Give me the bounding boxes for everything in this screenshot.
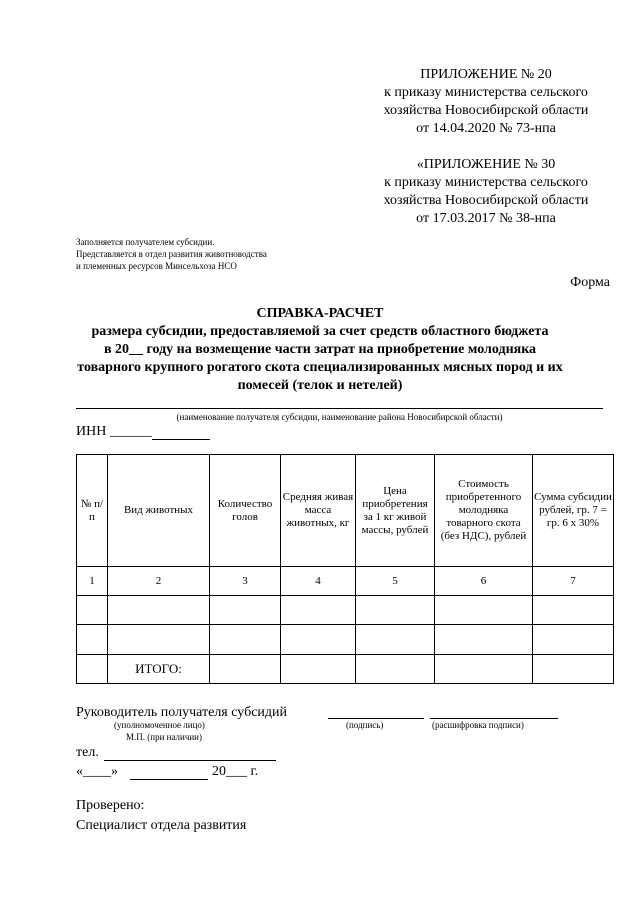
column-number: 7 — [533, 567, 614, 596]
table-cell[interactable] — [77, 625, 108, 655]
table-cell[interactable] — [533, 625, 614, 655]
appendix-30-line: хозяйства Новосибирской области — [383, 193, 589, 208]
stamp-caption: М.П. (при наличии) — [126, 732, 202, 742]
table-cell[interactable] — [435, 625, 533, 655]
table-cell[interactable] — [435, 596, 533, 625]
header-cell: Стоимость приобретенного молодняка товарного скота (без НДС), рублей — [435, 455, 533, 567]
table-cell[interactable] — [281, 596, 356, 625]
title-line: в 20__ году на возмещение части затрат на приобретение молодняка — [103, 342, 537, 357]
inn-input-line[interactable] — [152, 439, 210, 440]
tel-input-line[interactable] — [104, 760, 276, 761]
appendix-30-title: «ПРИЛОЖЕНИЕ № 30 — [416, 157, 556, 172]
column-number: 1 — [77, 567, 108, 596]
authorized-caption: (уполномоченное лицо) — [114, 720, 205, 730]
appendix-20-block — [355, 66, 617, 138]
column-number: 3 — [210, 567, 281, 596]
appendix-30-block — [355, 156, 617, 228]
table-row — [77, 625, 614, 655]
appendix-20-line: к приказу министерства сельского — [384, 85, 588, 100]
subsidy-table — [76, 454, 614, 684]
fill-notes — [76, 236, 267, 272]
column-number: 5 — [356, 567, 435, 596]
recipient-name-line[interactable] — [76, 408, 603, 409]
checked-label: Проверено: — [76, 798, 145, 813]
appendix-30-date: от 17.03.2017 № 38-нпа — [416, 211, 556, 226]
specialist-label: Специалист отдела развития — [76, 818, 247, 833]
column-number: 6 — [435, 567, 533, 596]
header-cell: Вид животных — [108, 455, 210, 567]
signature-line[interactable] — [328, 718, 424, 719]
header-cell: Средняя живая масса животных, кг — [281, 455, 356, 567]
note-line: Представляется в отдел развития животноводства — [76, 249, 267, 259]
table-cell[interactable] — [356, 655, 435, 684]
sign-caption: (подпись) — [346, 720, 384, 730]
date-month-line[interactable] — [130, 779, 208, 780]
form-label: Форма — [570, 275, 610, 290]
date-day: «____» — [76, 764, 118, 779]
table-cell[interactable] — [210, 655, 281, 684]
title-line: размера субсидии, предоставляемой за счет средств областного бюджета — [91, 324, 549, 339]
document-title — [60, 305, 580, 395]
header-cell: Сумма субсидии рублей, гр. 7 = гр. 6 х 30% — [533, 455, 614, 567]
tel-label: тел. — [76, 745, 99, 760]
header-cell: № п/п — [77, 455, 108, 567]
total-label: ИТОГО: — [108, 655, 210, 684]
decode-caption: (расшифровка подписи) — [432, 720, 524, 730]
title-line: товарного крупного рогатого скота специализированных мясных пород и их — [77, 360, 563, 375]
header-cell: Количество голов — [210, 455, 281, 567]
head-label: Руководитель получателя субсидий — [76, 705, 288, 720]
appendix-20-title: ПРИЛОЖЕНИЕ № 20 — [420, 67, 552, 82]
table-cell[interactable] — [356, 625, 435, 655]
table-cell[interactable] — [356, 596, 435, 625]
table-cell[interactable] — [533, 655, 614, 684]
table-cell[interactable] — [210, 625, 281, 655]
table-number-row — [77, 567, 614, 596]
appendix-20-date: от 14.04.2020 № 73-нпа — [416, 121, 556, 136]
table-cell[interactable] — [533, 596, 614, 625]
title-main: СПРАВКА-РАСЧЕТ — [256, 306, 384, 321]
column-number: 2 — [108, 567, 210, 596]
signature-decode-line[interactable] — [430, 718, 558, 719]
table-cell[interactable] — [77, 655, 108, 684]
table-cell[interactable] — [77, 596, 108, 625]
table-cell[interactable] — [108, 596, 210, 625]
header-cell: Цена приобретения за 1 кг живой массы, рублей — [356, 455, 435, 567]
date-year: 20___ г. — [212, 764, 259, 779]
table-header-row — [77, 455, 614, 567]
table-cell[interactable] — [108, 625, 210, 655]
appendix-30-line: к приказу министерства сельского — [384, 175, 588, 190]
inn-label: ИНН ______ — [76, 424, 152, 439]
table-cell[interactable] — [281, 625, 356, 655]
table-cell[interactable] — [281, 655, 356, 684]
table-row — [77, 596, 614, 625]
table-cell[interactable] — [210, 596, 281, 625]
title-line: помесей (телок и нетелей) — [237, 378, 403, 393]
table-total-row — [77, 655, 614, 684]
table-cell[interactable] — [435, 655, 533, 684]
appendix-20-line: хозяйства Новосибирской области — [383, 103, 589, 118]
column-number: 4 — [281, 567, 356, 596]
note-line: и племенных ресурсов Минсельхоза НСО — [76, 261, 237, 271]
note-line: Заполняется получателем субсидии. — [76, 237, 215, 247]
recipient-caption: (наименование получателя субсидии, наименование района Новосибирской области) — [176, 412, 503, 422]
